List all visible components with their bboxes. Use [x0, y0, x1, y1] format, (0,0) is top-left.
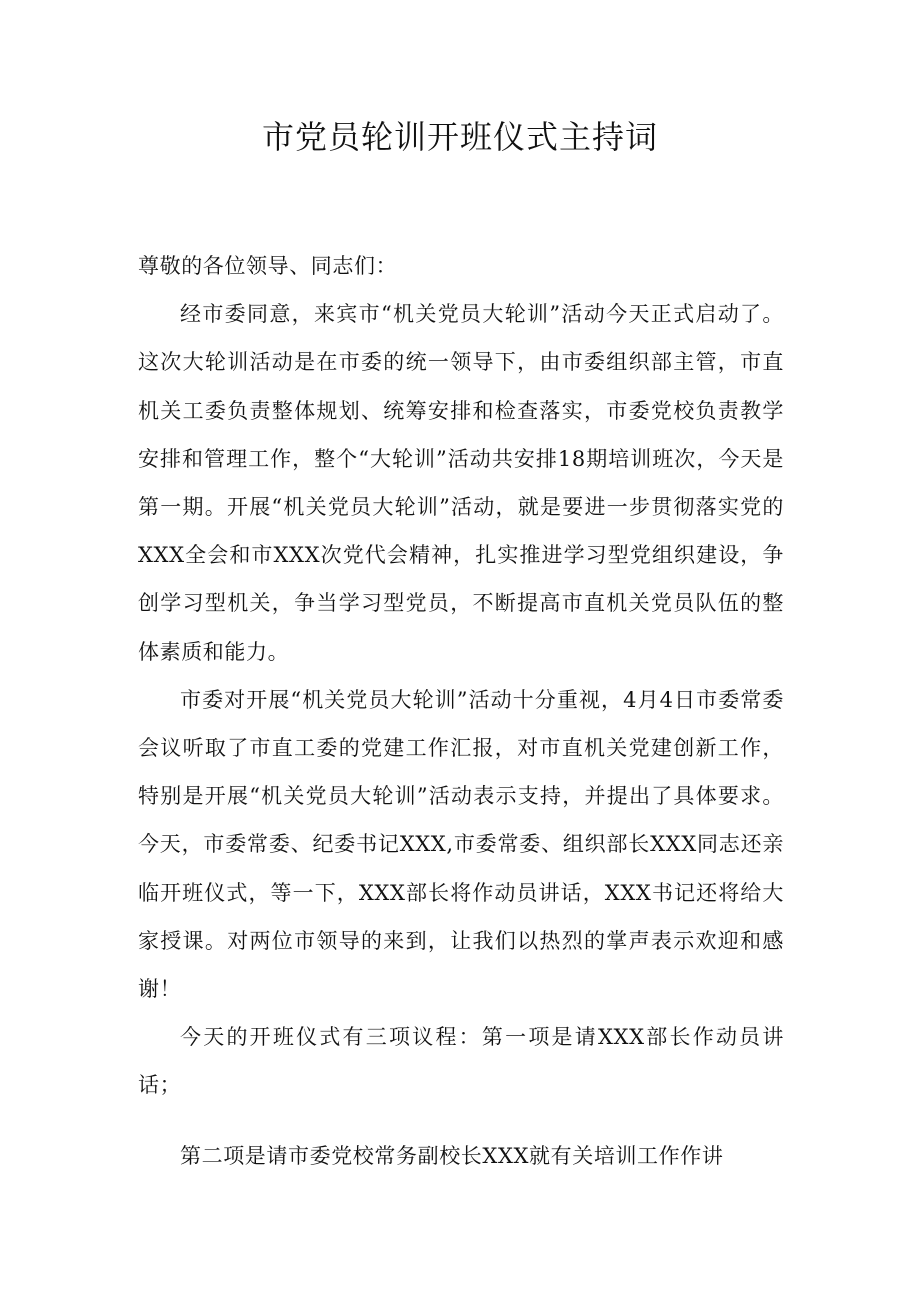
document-title: 市党员轮训开班仪式主持词	[261, 118, 658, 156]
paragraph-launch: 经市委同意，来宾市“机关党员大轮训”活动今天正式启动了。这次大轮训活动是在市委的统一领导下，由市委组织部主管，市直机关工委负责整体规划、统筹安排和检查落实，市委党校负责教学安排和管理工作，整个“大轮训”活动共安排18期培训班次，今天是第一期。开展“机关党员大轮训”活动，就是要进一步贯彻落实党的XXX全会和市XXX次党代会精神，扎实推进学习型党组织建设，争创学习型机关，争当学习型党员，不断提高市直机关党员队伍的整体素质和能力。	[138, 302, 784, 664]
paragraph-agenda-item-2: 第二项是请市委党校常务副校长XXX就有关培训工作作讲	[180, 1143, 724, 1168]
document-body	[138, 242, 784, 1180]
paragraph-attention: 市委对开展“机关党员大轮训”活动十分重视，4月4日市委常委会议听取了市直工委的党建工作汇报，对市直机关党建创新工作，特别是开展“机关党员大轮训”活动表示支持，并提出了具体要求。今天，市委常委、纪委书记XXX,市委常委、组织部长XXX同志还亲临开班仪式，等一下，XXX部长将作动员讲话，XXX书记还将给大家授课。对两位市领导的来到，让我们以热烈的掌声表示欢迎和感谢！	[138, 687, 784, 1002]
paragraph-agenda-item-1: 今天的开班仪式有三项议程：第一项是请XXX部长作动员讲话；	[138, 1025, 784, 1098]
salutation: 尊敬的各位领导、同志们：	[138, 254, 398, 278]
